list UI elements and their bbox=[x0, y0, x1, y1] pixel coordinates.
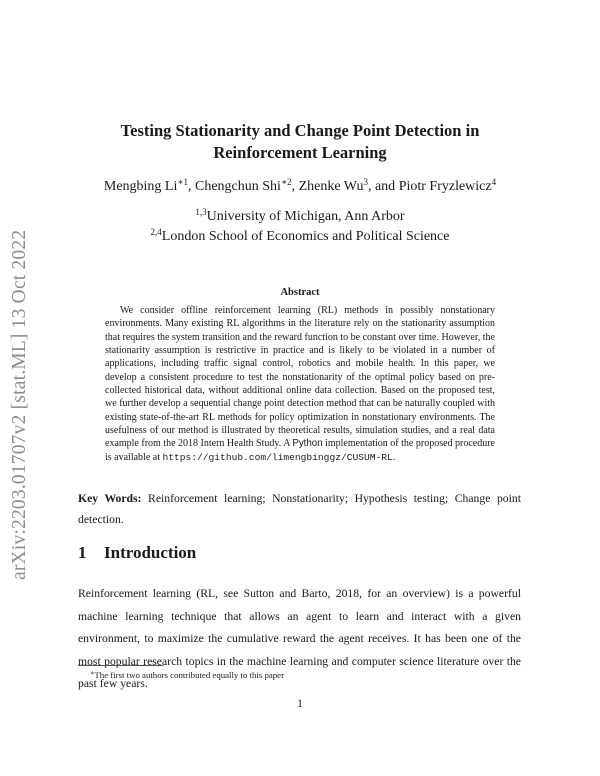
author-mark: 3 bbox=[363, 177, 368, 187]
affiliation-name: London School of Economics and Political Science bbox=[161, 229, 450, 244]
repository-url-link[interactable]: https://github.com/limengbinggz/CUSUM-RL bbox=[162, 451, 393, 463]
author-mark: ∗2 bbox=[280, 177, 292, 187]
abstract-text: We consider offline reinforcement learning (RL) methods in possibly nonstationary environments. Many existing RL algorithms in the literature rely on the stationarity assumption that requires the system transition and the reward function to be constant over time. However, the stationarity assumption is restrictive in practice and is likely to be violated in a number of applications, including traffic signal control, robotics and mobile health. In this paper, we develop a consistent procedure to test the nonstationarity of the optimal policy based on pre-collected historical data, without additional online data collection. Based on the proposed test, we further develop a sequential change point detection method that can be naturally coupled with existing state-of-the-art RL methods for policy optimization in nonstationary environments. The usefulness of our method is illustrated by theoretical results, simulation studies, and a real data example from the 2018 Intern Health Study. A bbox=[105, 305, 495, 450]
arxiv-identifier-text: arXiv:2203.01707v2 [stat.ML] 13 Oct 2022 bbox=[9, 229, 30, 580]
introduction-paragraph: Reinforcement learning (RL, see Sutton and Barto, 2018, for an overview) is a powerful machine learning technique that allows an agent to learn and interact with a given environment, to maximize the cumulative reward the agent receives. It has been one of the most popular research topics in the machine learning and computer science literature over the past few years. bbox=[78, 587, 521, 691]
abstract-text-tail: implementation of the proposed procedure is available at bbox=[105, 438, 495, 463]
python-word: Python bbox=[292, 438, 323, 450]
footnote-rule bbox=[78, 665, 163, 666]
author-name: Piotr Fryzlewicz bbox=[398, 179, 492, 194]
author-name: Chengchun Shi bbox=[195, 179, 281, 194]
author-list: Mengbing $Li^{∗1}$, Chengchun Shi$^{∗2}$, Zhenke Wu$^3$, and Piotr Fryzlewicz$^4$ bbox=[103, 177, 497, 194]
author-name: Zhenke Wu bbox=[298, 179, 364, 194]
author-mark: 4 bbox=[491, 177, 497, 187]
affiliation bbox=[40, 227, 560, 245]
section-heading bbox=[78, 543, 196, 563]
affiliation-mark: 1,3 bbox=[195, 207, 207, 217]
affiliation bbox=[40, 207, 560, 225]
abstract-body bbox=[105, 304, 495, 464]
paper-title-line-1: Testing Stationarity and Change Point Detection in bbox=[120, 121, 480, 140]
footnote-text: The first two authors contributed equally to this paper bbox=[94, 670, 284, 680]
footnote bbox=[90, 669, 284, 680]
affiliation-name: University of Michigan, Ann Arbor bbox=[206, 209, 405, 224]
section-number: 1 bbox=[78, 543, 87, 562]
abstract-heading: Abstract bbox=[280, 287, 320, 298]
author-name: Mengbing Li bbox=[103, 179, 178, 194]
abstract-end: . bbox=[392, 451, 396, 463]
keywords-label: Key Words: bbox=[78, 492, 142, 505]
footnote-mark: ∗ bbox=[90, 670, 95, 677]
affiliation-mark: 2,4 bbox=[150, 227, 162, 237]
page-number: 1 bbox=[297, 698, 303, 710]
section-title: Introduction bbox=[104, 543, 197, 562]
keywords bbox=[78, 488, 521, 530]
paper-title-line-2: Reinforcement Learning bbox=[213, 143, 387, 162]
paper-title bbox=[60, 120, 540, 164]
author-mark: ∗1 bbox=[177, 177, 188, 187]
keywords-text: Reinforcement learning; Nonstationarity; Hypothesis testing; Change point detection. bbox=[78, 492, 521, 526]
